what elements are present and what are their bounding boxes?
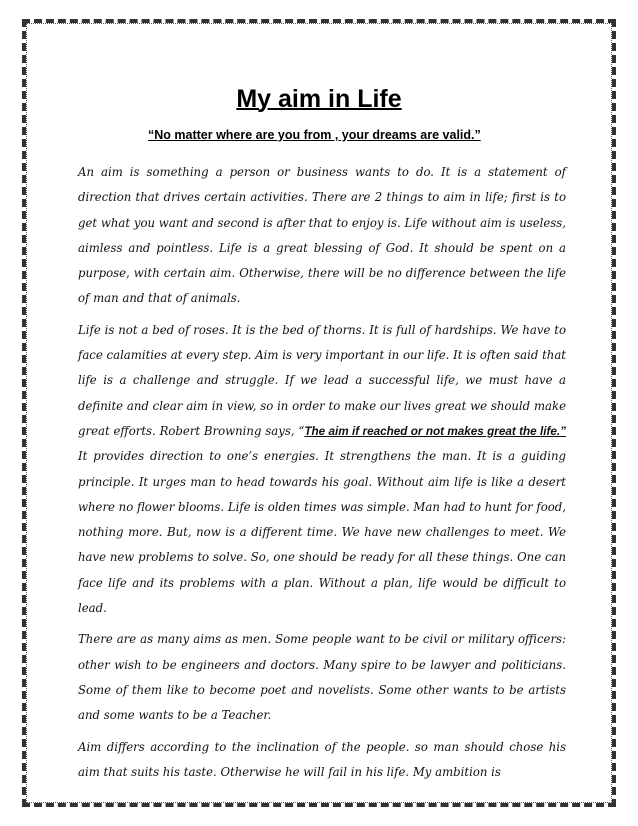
paragraph-2: [78, 318, 566, 622]
paragraph-2-before: Life is not a bed of roses. It is the bed of thorns. It is full of hardships. We have to face calamities at every step. Aim is very important in our life. It is often said that life is a challenge and struggle. If we lead a successful life, we must have a definite and clear aim in view, so in order to make our lives great we should make great efforts. Robert Browning says, “: [78, 322, 566, 438]
document-title: My aim in Life: [236, 85, 402, 113]
paragraph-1: An aim is something a person or business wants to do. It is a statement of direction that drives certain activities. There are 2 things to aim in life; first is to get what you want and second is after that to enjoy is. Life without aim is useless, aimless and pointless. Life is a great blessing of God. It should be spent on a purpose, with certain aim. Otherwise, there will be no difference between the life of man and that of animals.: [78, 165, 566, 306]
title-quote: “No matter where are you from , your dreams are valid.”: [148, 128, 481, 142]
browning-quote: The aim if reached or not makes great the life.”: [304, 424, 566, 438]
paragraph-4: Aim differs according to the inclination of the people. so man should chose his aim that suits his taste. Otherwise he will fail in his life. My ambition is: [78, 739, 566, 779]
paragraph-2-after: It provides direction to one’s energies. It strengthens the man. It is a guiding principle. It urges man to head towards his goal. Without aim life is like a desert where no flower blooms. Life is olden times was simple. Man had to hunt for food, nothing more. But, now is a different time. We have new challenges to meet. We have new problems to solve. So, one should be ready for all these things. One can face life and its problems with a plan. Without a plan, life would be difficult to lead.: [78, 449, 566, 616]
document-body: [78, 160, 566, 791]
paragraph-3: There are as many aims as men. Some people want to be civil or military officers: other wish to be engineers and doctors. Many spire to be lawyer and politicians. Some of them like to become poet and novelists. Some other wants to be artists and some wants to be a Teacher.: [78, 632, 566, 723]
